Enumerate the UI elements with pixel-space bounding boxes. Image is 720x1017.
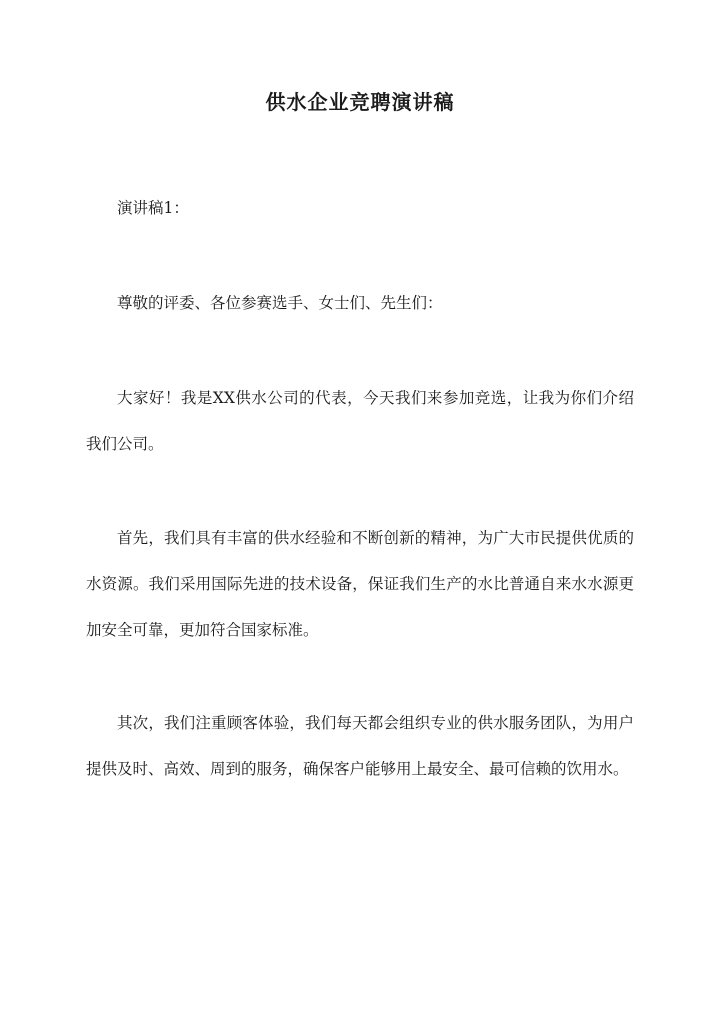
document-title: 供水企业竞聘演讲稿 xyxy=(265,90,455,114)
first-point-paragraph: 首先，我们具有丰富的供水经验和不断创新的精神，为广大市民提供优质的水资源。我们采用国际先进的技术设备，保证我们生产的水比普通自来水水源更加安全可靠，更加符合国家标准。 xyxy=(86,529,634,639)
speech-heading: 演讲稿1： xyxy=(117,199,189,217)
greeting-paragraph: 尊敬的评委、各位参赛选手、女士们、先生们： xyxy=(117,294,443,312)
second-point-paragraph: 其次，我们注重顾客体验，我们每天都会组织专业的供水服务团队，为用户提供及时、高效、周到的服务，确保客户能够用上最安全、最可信赖的饮用水。 xyxy=(86,714,634,778)
intro-paragraph: 大家好！我是XX供水公司的代表，今天我们来参加竞选，让我为你们介绍我们公司。 xyxy=(86,389,634,453)
